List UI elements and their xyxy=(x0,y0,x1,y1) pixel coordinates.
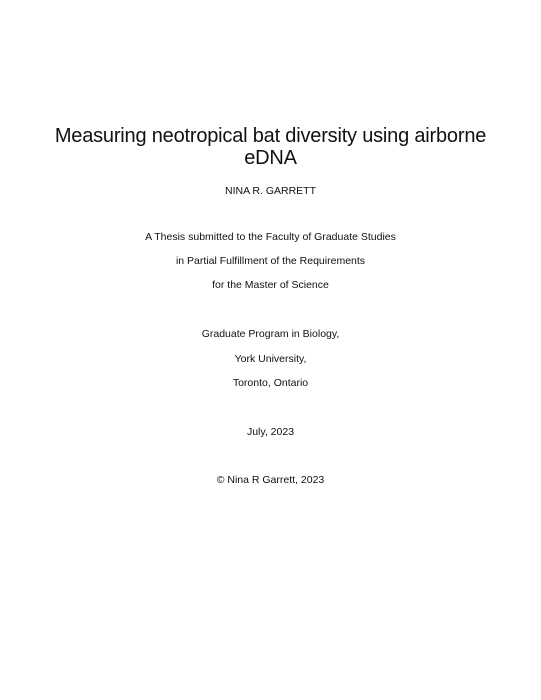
submission-line-3: for the Master of Science xyxy=(212,279,329,291)
thesis-date: July, 2023 xyxy=(246,426,295,438)
program-line-1: Graduate Program in Biology, xyxy=(201,328,340,340)
submission-line-2: in Partial Fulfillment of the Requirements xyxy=(175,255,366,267)
submission-line-1: A Thesis submitted to the Faculty of Graduate Studies xyxy=(145,231,396,243)
program-line-3: Toronto, Ontario xyxy=(232,377,309,389)
title-line-2: eDNA xyxy=(244,147,297,169)
copyright-notice: © Nina R Garrett, 2023 xyxy=(216,474,325,486)
program-line-2: York University, xyxy=(234,353,307,365)
title-line-1: Measuring neotropical bat diversity using airborne xyxy=(54,125,487,147)
author-name: NINA R. GARRETT xyxy=(224,185,316,197)
